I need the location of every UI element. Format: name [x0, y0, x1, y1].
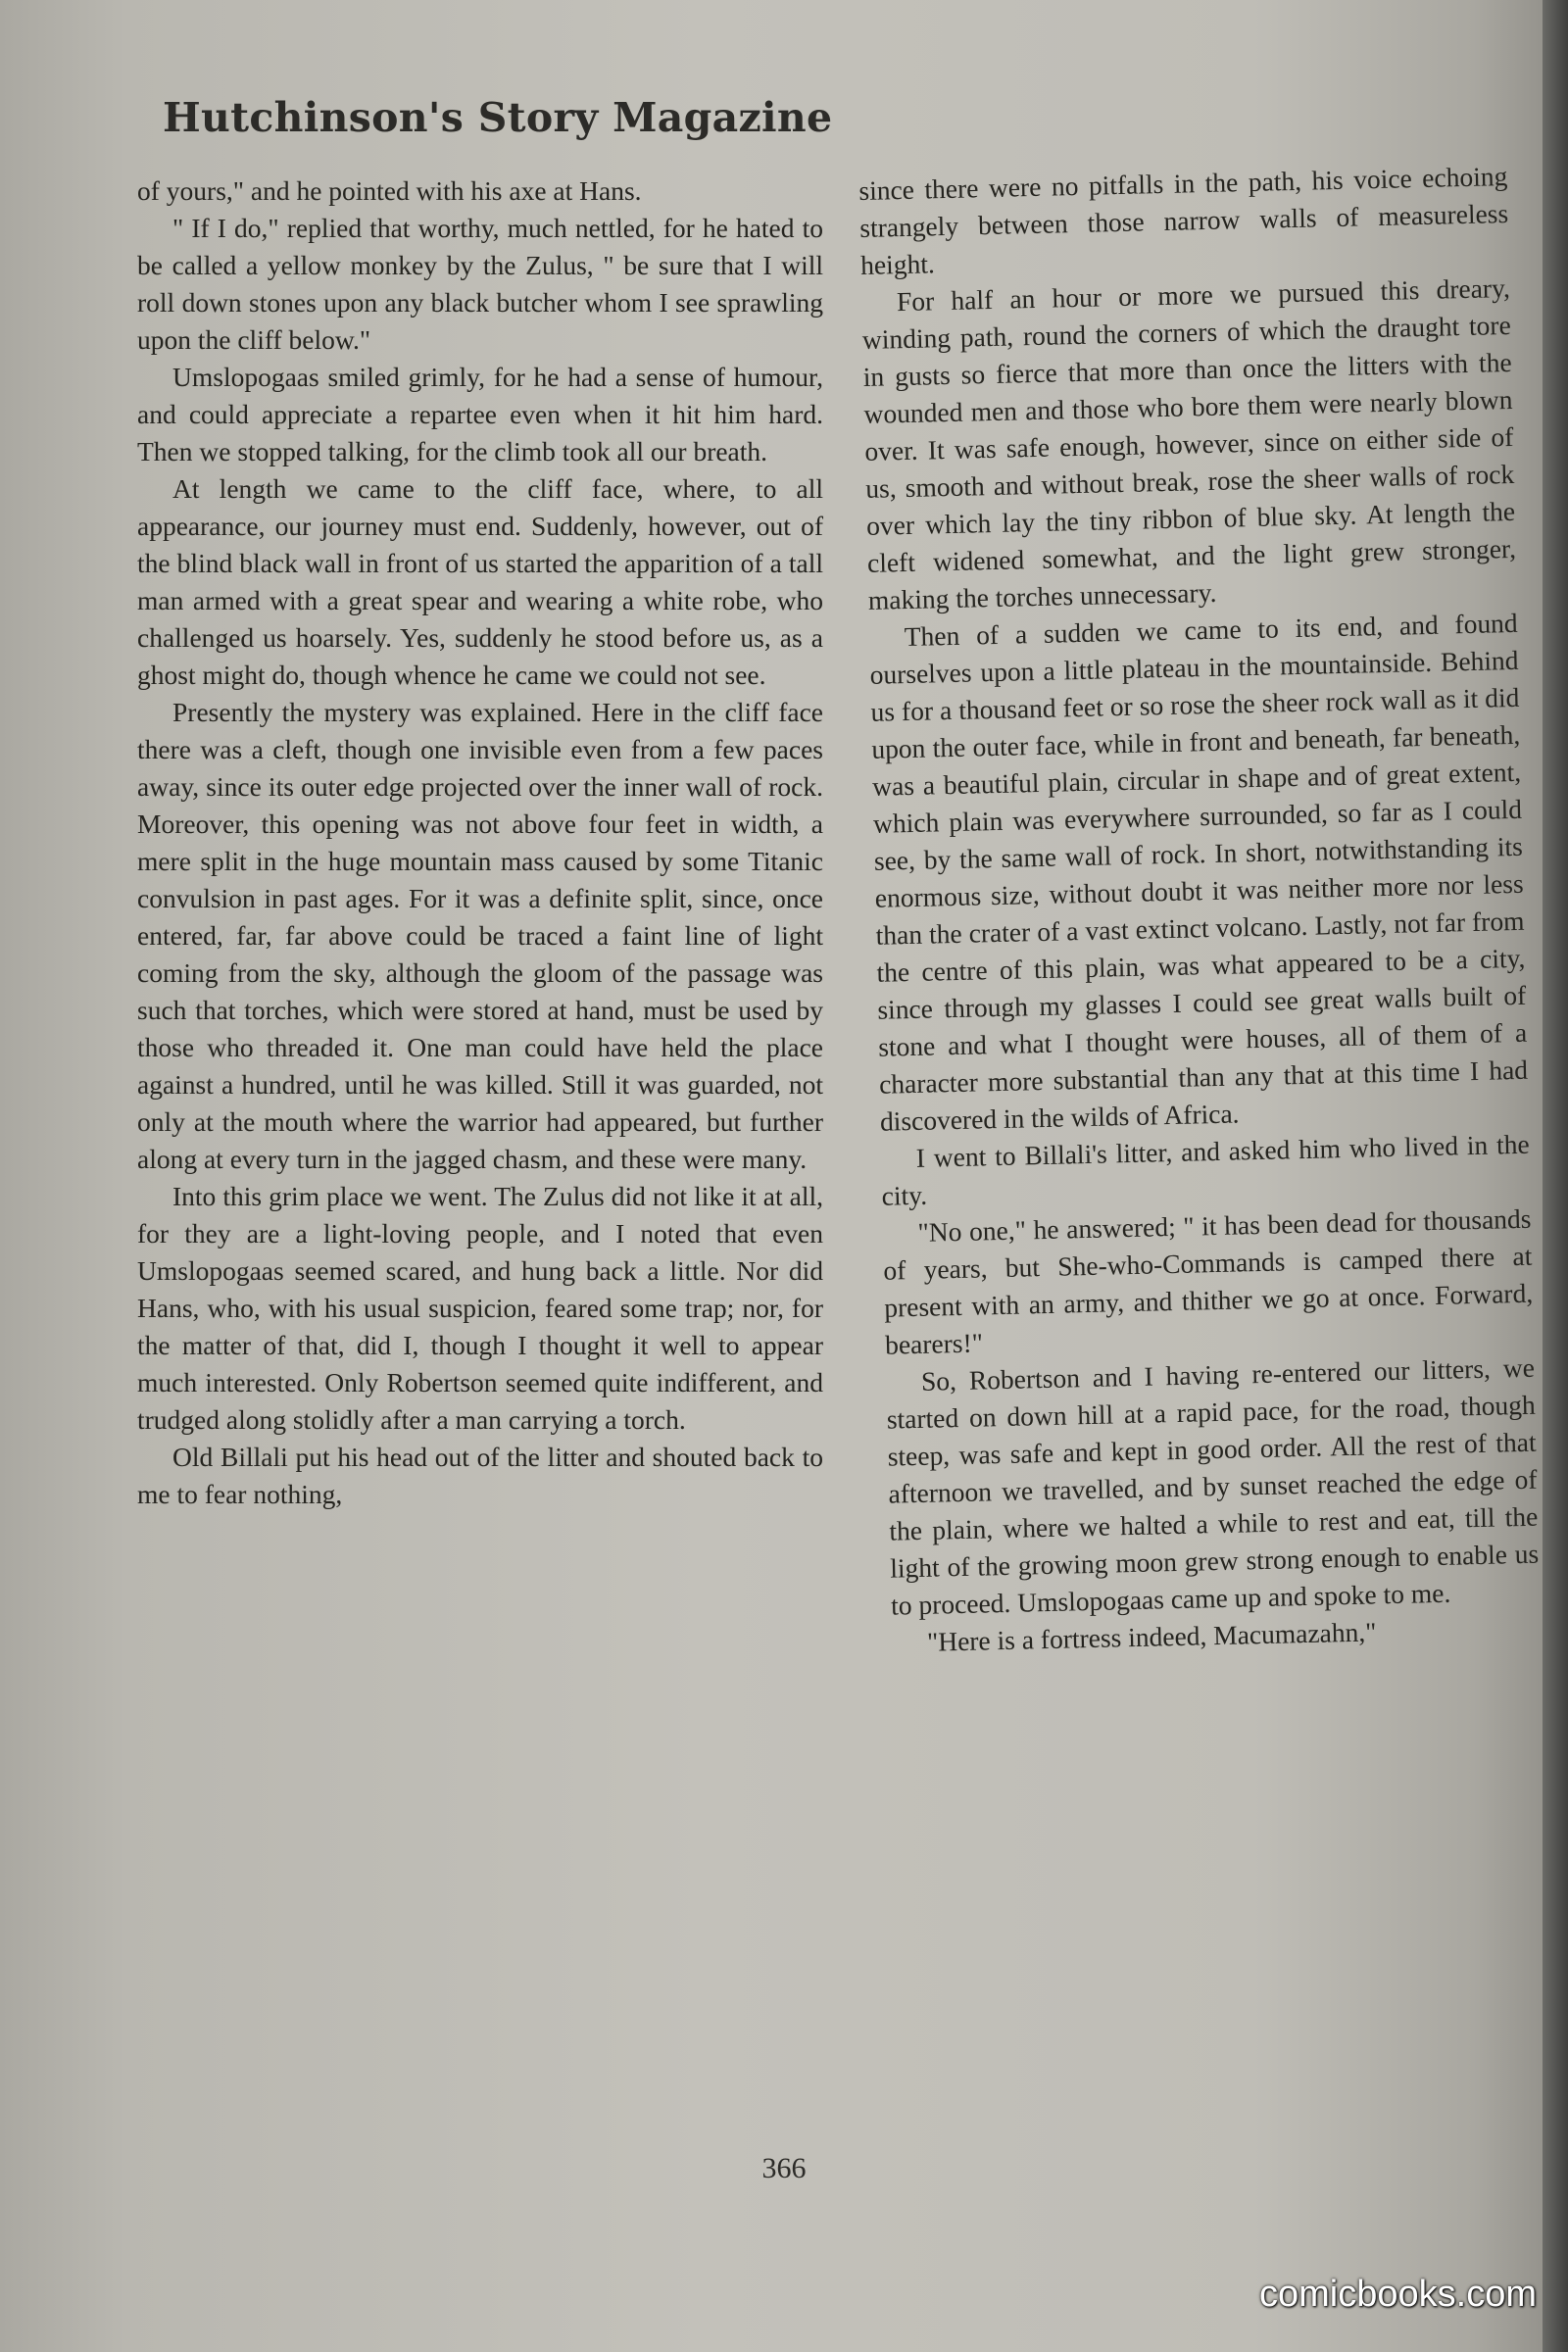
- paragraph: Then of a sudden we came to its end, and found ourselves upon a little plateau in the mountainside. Behind us for a thousand feet or so rose the sheer rock wall as it did upon the outer face, while in front and beneath, far beneath, was a beautiful plain, circular in shape and of great extent, which plain was everywhere surrounded, so far as I could see, by the same wall of rock. In short, notwithstanding its enormous size, without doubt it was neither more nor less than the crater of a vast extinct volcano. Lastly, not far from the centre of this plain, was what appeared to be a city, since through my glasses I could see great walls built of stone and what I thought were houses, all of them of a character more substantial than any that at this time I had discovered in the wilds of Africa.: [869, 607, 1529, 1137]
- paragraph: Umslopogaas smiled grimly, for he had a sense of humour, and could appreciate a repartee even when it hit him hard. Then we stopped talking, for the climb took all our breath.: [137, 362, 823, 466]
- paragraph: "No one," he answered; " it has been dead for thousands of years, but She-who-Commands is camped there at present with an army, and thither we go at once. Forward, bearers!": [883, 1202, 1534, 1360]
- paragraph: " If I do," replied that worthy, much nettled, for he hated to be called a yellow monkey by the Zulus, " be sure that I will roll down stones upon any black butcher whom I see sprawling upon the cliff below.": [137, 213, 823, 355]
- paragraph: Old Billali put his head out of the litter and shouted back to me to fear nothing,: [137, 1442, 823, 1509]
- paragraph: For half an hour or more we pursued this dreary, winding path, round the corners of which the draught tore in gusts so fierce that more than once the litters with the wounded men and those who bore them were nearly blown over. It was safe enough, however, since on either side of us, smooth and without break, rose the sheer walls of rock over which lay the tiny ribbon of blue sky. At length the cleft widened somewhat, and the light grew stronger, making the torches unnecessary.: [861, 271, 1517, 615]
- paragraph: Into this grim place we went. The Zulus did not like it at all, for they are a light-loving people, and I noted that even Umslopogaas seemed scared, and hung back a little. Nor did Hans, who, with his usual suspicion, feared some trap; nor, for the matter of that, did I, though I thought it well to appear much interested. Only Robertson seemed quite indifferent, and trudged along stolidly after a man carrying a torch.: [137, 1181, 823, 1435]
- watermark: comicbooks.com: [1259, 2274, 1537, 2315]
- right-column: [858, 158, 1541, 1662]
- page-number: 366: [761, 2152, 807, 2184]
- paragraph: of yours," and he pointed with his axe at Hans.: [137, 175, 642, 206]
- running-header: Hutchinson's Story Magazine: [163, 94, 833, 141]
- left-column: [137, 172, 823, 1513]
- paragraph: "Here is a fortress indeed, Macumazahn,": [926, 1616, 1377, 1657]
- paragraph: I went to Billali's litter, and asked him who lived in the city.: [881, 1128, 1531, 1211]
- paragraph: since there were no pitfalls in the path, his voice echoing strangely between those narrow walls of measureless height.: [858, 160, 1509, 280]
- page-edge-shadow: [1543, 0, 1568, 2352]
- paragraph: At length we came to the cliff face, where, to all appearance, our journey must end. Suddenly, however, out of the blind black wall in front of us started the apparition of a tall man armed with a great spear and wearing a white robe, who challenged us hoarsely. Yes, suddenly he stood before us, as a ghost might do, though whence he came we could not see.: [137, 473, 823, 690]
- paragraph: So, Robertson and I having re-entered our litters, we started on down hill at a rapid pace, for the road, though steep, was safe and kept in good order. All the rest of that afternoon we travelled, and by sunset reached the edge of the plain, where we halted a while to rest and eat, till the light of the growing moon grew strong enough to enable us to proceed. Umslopogaas came up and spoke to me.: [886, 1351, 1540, 1621]
- paragraph: Presently the mystery was explained. Here in the cliff face there was a cleft, though one invisible even from a few paces away, since its outer edge projected over the inner wall of rock. Moreover, this opening was not above four feet in width, a mere split in the huge mountain mass caused by some Titanic convulsion in past ages. For it was a definite split, since, once entered, far, far above could be traced a faint line of light coming from the sky, although the gloom of the passage was such that torches, which were stored at hand, must be used by those who threaded it. One man could have held the place against a hundred, until he was killed. Still it was guarded, not only at the mouth where the warrior had appeared, but further along at every turn in the jagged chasm, and these were many.: [137, 697, 823, 1174]
